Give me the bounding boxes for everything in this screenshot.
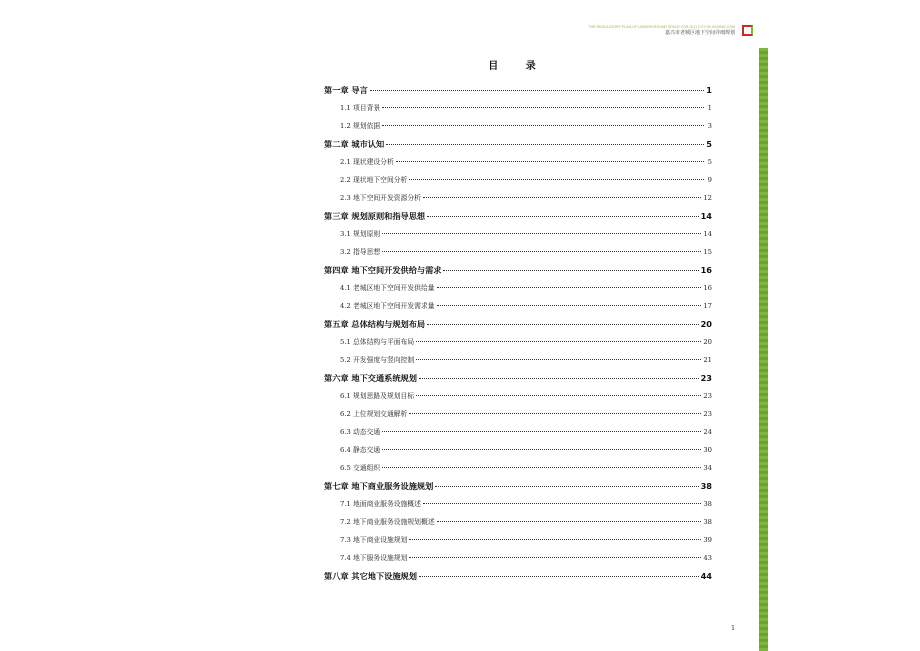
toc-entry-label: 5.2 开发强度与竖向控制 bbox=[340, 356, 415, 364]
toc-entry-label: 第二章 城市认知 bbox=[324, 139, 385, 149]
toc-entry-label: 3.2 指导思想 bbox=[340, 248, 381, 256]
toc-entry-page: 9 bbox=[707, 176, 712, 184]
toc-section-entry[interactable] bbox=[324, 189, 712, 207]
toc-leader-dots bbox=[382, 124, 704, 126]
toc-leader-dots bbox=[409, 178, 704, 180]
toc-entry-label: 4.2 老城区地下空间开发需求量 bbox=[340, 302, 435, 310]
header-chinese-title: 嘉兴市老城区地下空间详细规划 bbox=[664, 30, 735, 36]
header-english-title: THE REGULATORY PLAN OF UNDERGROUND SPACE FOR OLD CITY IN JIAXING.COM bbox=[588, 25, 735, 29]
toc-section-entry[interactable] bbox=[324, 549, 712, 567]
toc-section-entry[interactable] bbox=[324, 243, 712, 261]
toc-leader-dots bbox=[419, 575, 699, 577]
toc-chapter-entry[interactable] bbox=[324, 315, 712, 333]
toc-entry-label: 2.1 现状建设分析 bbox=[340, 158, 394, 166]
toc-section-entry[interactable] bbox=[324, 531, 712, 549]
toc-leader-dots bbox=[382, 106, 704, 108]
toc-entry-page: 16 bbox=[703, 284, 712, 292]
toc-entry-label: 7.1 地面商业服务设施概述 bbox=[340, 500, 421, 508]
toc-entry-page: 3 bbox=[707, 122, 712, 130]
toc-entry-page: 1 bbox=[706, 85, 712, 95]
toc-entry-label: 第六章 地下交通系统规划 bbox=[324, 373, 417, 383]
toc-chapter-entry[interactable] bbox=[324, 567, 712, 585]
toc-section-entry[interactable] bbox=[324, 225, 712, 243]
toc-entry-page: 38 bbox=[703, 518, 712, 526]
toc-leader-dots bbox=[409, 538, 701, 540]
toc-leader-dots bbox=[443, 269, 698, 271]
toc-leader-dots bbox=[409, 412, 701, 414]
logo-icon bbox=[742, 25, 753, 36]
toc-leader-dots bbox=[370, 89, 704, 91]
toc-entry-page: 30 bbox=[703, 446, 712, 454]
toc-entry-label: 第七章 地下商业服务设施规划 bbox=[324, 481, 434, 491]
toc-entry-page: 20 bbox=[703, 338, 712, 346]
toc-entry-label: 2.3 地下空间开发资源分析 bbox=[340, 194, 421, 202]
toc-chapter-entry[interactable] bbox=[324, 207, 712, 225]
toc-section-entry[interactable] bbox=[324, 99, 712, 117]
toc-entry-page: 23 bbox=[700, 373, 712, 383]
toc-entry-label: 6.1 规划思路及规划目标 bbox=[340, 392, 415, 400]
toc-entry-page: 34 bbox=[703, 464, 712, 472]
toc-entry-page: 5 bbox=[706, 139, 712, 149]
toc-entry-page: 44 bbox=[700, 571, 712, 581]
toc-leader-dots bbox=[437, 520, 702, 522]
toc-entry-label: 6.2 上位规划交通解析 bbox=[340, 410, 408, 418]
toc-chapter-entry[interactable] bbox=[324, 261, 712, 279]
toc-entry-label: 2.2 现状地下空间分析 bbox=[340, 176, 408, 184]
toc-section-entry[interactable] bbox=[324, 117, 712, 135]
toc-section-entry[interactable] bbox=[324, 297, 712, 315]
toc-chapter-entry[interactable] bbox=[324, 477, 712, 495]
toc-section-entry[interactable] bbox=[324, 171, 712, 189]
table-of-contents bbox=[324, 60, 712, 585]
toc-entry-label: 7.4 地下服务设施规划 bbox=[340, 554, 408, 562]
toc-leader-dots bbox=[423, 196, 701, 198]
toc-entry-page: 38 bbox=[700, 481, 712, 491]
toc-entry-page: 17 bbox=[703, 302, 712, 310]
toc-leader-dots bbox=[435, 485, 698, 487]
toc-leader-dots bbox=[427, 323, 698, 325]
toc-section-entry[interactable] bbox=[324, 333, 712, 351]
toc-entry-page: 23 bbox=[703, 392, 712, 400]
toc-entry-label: 7.3 地下商业设施规划 bbox=[340, 536, 408, 544]
toc-entry-label: 第一章 导言 bbox=[324, 85, 368, 95]
toc-leader-dots bbox=[416, 394, 701, 396]
toc-entry-label: 第三章 规划原则和指导思想 bbox=[324, 211, 426, 221]
toc-leader-dots bbox=[382, 232, 701, 234]
page-number: 1 bbox=[731, 624, 736, 632]
toc-entry-label: 4.1 老城区地下空间开发供给量 bbox=[340, 284, 435, 292]
toc-leader-dots bbox=[382, 430, 701, 432]
toc-leader-dots bbox=[437, 304, 702, 306]
toc-entry-page: 39 bbox=[703, 536, 712, 544]
toc-entries bbox=[324, 81, 712, 585]
toc-leader-dots bbox=[416, 340, 701, 342]
toc-leader-dots bbox=[409, 556, 701, 558]
toc-title: 目 录 bbox=[488, 61, 548, 72]
toc-entry-label: 6.3 动态交通 bbox=[340, 428, 381, 436]
toc-leader-dots bbox=[382, 448, 701, 450]
toc-leader-dots bbox=[427, 215, 698, 217]
toc-entry-page: 20 bbox=[700, 319, 712, 329]
document-header bbox=[575, 25, 765, 39]
toc-entry-page: 38 bbox=[703, 500, 712, 508]
toc-section-entry[interactable] bbox=[324, 423, 712, 441]
toc-leader-dots bbox=[382, 250, 701, 252]
toc-entry-label: 6.5 交通组织 bbox=[340, 464, 381, 472]
toc-entry-label: 3.1 规划原则 bbox=[340, 230, 381, 238]
toc-entry-page: 12 bbox=[703, 194, 712, 202]
toc-entry-label: 7.2 地下商业服务设施规划概述 bbox=[340, 518, 435, 526]
toc-section-entry[interactable] bbox=[324, 459, 712, 477]
toc-leader-dots bbox=[437, 286, 702, 288]
toc-leader-dots bbox=[419, 377, 699, 379]
toc-entry-page: 24 bbox=[703, 428, 712, 436]
toc-leader-dots bbox=[396, 160, 704, 162]
toc-chapter-entry[interactable] bbox=[324, 369, 712, 387]
toc-entry-label: 第五章 总体结构与规划布局 bbox=[324, 319, 426, 329]
toc-section-entry[interactable] bbox=[324, 351, 712, 369]
toc-entry-page: 1 bbox=[707, 104, 712, 112]
toc-entry-page: 16 bbox=[700, 265, 712, 275]
toc-section-entry[interactable] bbox=[324, 279, 712, 297]
toc-section-entry[interactable] bbox=[324, 495, 712, 513]
toc-entry-label: 5.1 总体结构与平面布局 bbox=[340, 338, 415, 346]
toc-entry-page: 5 bbox=[707, 158, 712, 166]
toc-leader-dots bbox=[386, 143, 704, 145]
toc-chapter-entry[interactable] bbox=[324, 135, 712, 153]
toc-entry-label: 6.4 静态交通 bbox=[340, 446, 381, 454]
toc-section-entry[interactable] bbox=[324, 441, 712, 459]
toc-leader-dots bbox=[382, 466, 701, 468]
toc-section-entry[interactable] bbox=[324, 153, 712, 171]
toc-entry-label: 第四章 地下空间开发供给与需求 bbox=[324, 265, 442, 275]
toc-entry-page: 15 bbox=[703, 248, 712, 256]
toc-entry-page: 43 bbox=[703, 554, 712, 562]
toc-leader-dots bbox=[423, 502, 701, 504]
toc-entry-page: 21 bbox=[703, 356, 712, 364]
toc-entry-page: 23 bbox=[703, 410, 712, 418]
toc-leader-dots bbox=[416, 358, 701, 360]
decorative-side-bar bbox=[759, 48, 768, 651]
toc-entry-label: 第八章 其它地下设施规划 bbox=[324, 571, 417, 581]
toc-entry-label: 1.2 规划依据 bbox=[340, 122, 381, 130]
toc-entry-page: 14 bbox=[703, 230, 712, 238]
toc-section-entry[interactable] bbox=[324, 405, 712, 423]
toc-entry-label: 1.1 项目背景 bbox=[340, 104, 381, 112]
toc-section-entry[interactable] bbox=[324, 387, 712, 405]
toc-section-entry[interactable] bbox=[324, 513, 712, 531]
toc-entry-page: 14 bbox=[700, 211, 712, 221]
toc-chapter-entry[interactable] bbox=[324, 81, 712, 99]
